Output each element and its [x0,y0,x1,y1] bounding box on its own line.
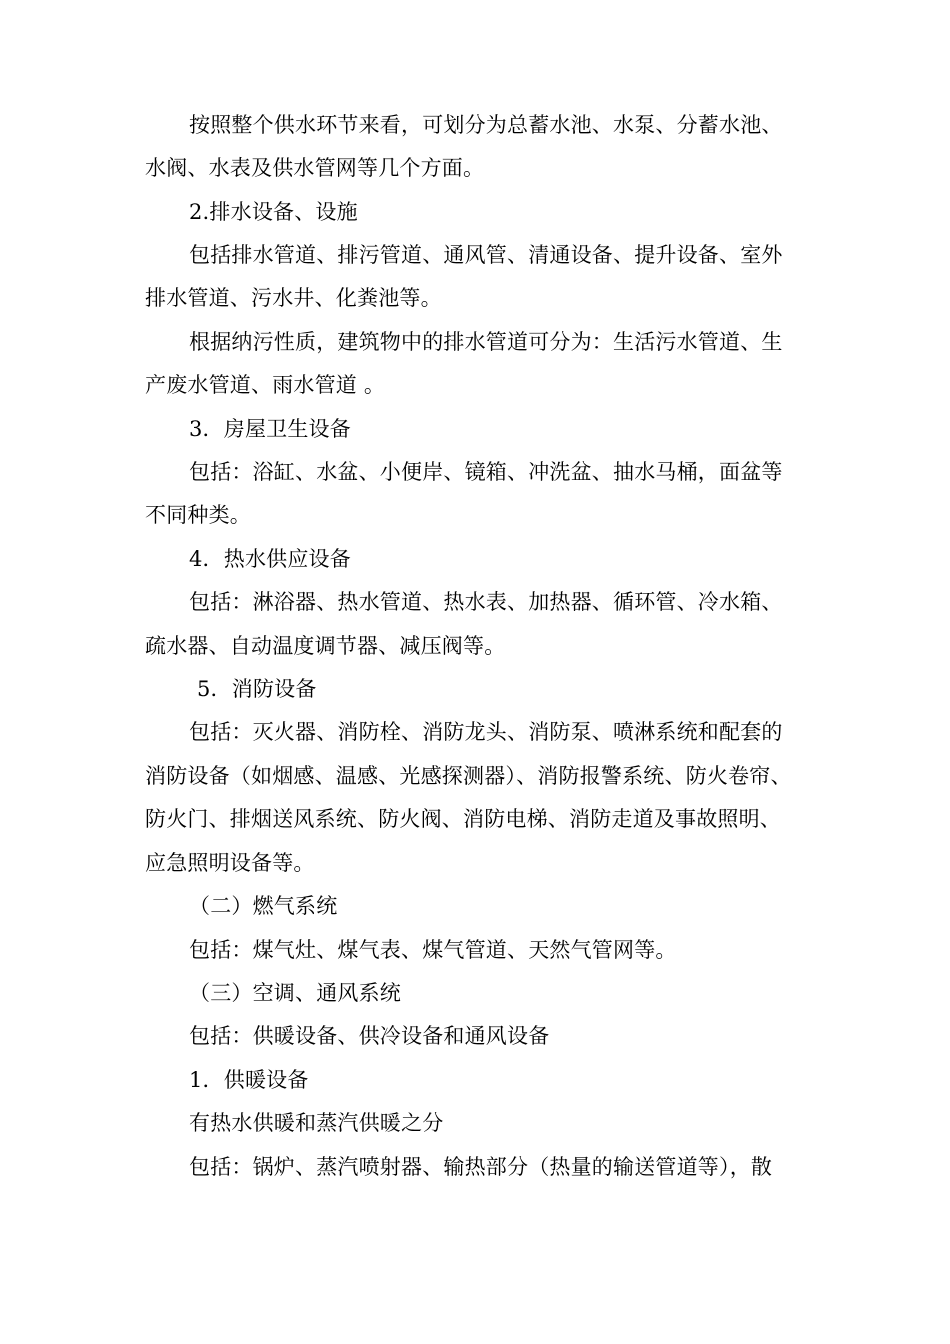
text-line: 水阀、水表及供水管网等几个方面。 [145,156,485,180]
text-line: 排水管道、污水井、化粪池等。 [145,286,442,310]
text-line: 消防设备（如烟感、温感、光感探测器）、消防报警系统、防火卷帘、 [145,764,792,788]
text-line: 按照整个供水环节来看，可划分为总蓄水池、水泵、分蓄水池、 [189,113,783,137]
section-heading: 3．房屋卫生设备 [189,417,351,441]
text-line: 包括：灭火器、消防栓、消防龙头、消防泵、喷淋系统和配套的 [189,720,783,744]
text-line: 包括：浴缸、水盆、小便岸、镜箱、冲洗盆、抽水马桶，面盆等 [189,460,783,484]
text-line: 疏水器、自动温度调节器、减压阀等。 [145,634,506,658]
text-line: 包括：淋浴器、热水管道、热水表、加热器、循环管、冷水箱、 [189,590,783,614]
text-line: 应急照明设备等。 [145,851,315,875]
section-heading: （二）燃气系统 [189,894,338,918]
text-line: 包括：供暖设备、供冷设备和通风设备 [189,1024,550,1048]
section-heading: 1．供暖设备 [189,1068,309,1092]
section-heading: 4．热水供应设备 [189,547,351,571]
text-line: 防火门、排烟送风系统、防火阀、消防电梯、消防走道及事故照明、 [145,807,781,831]
text-line: 包括排水管道、排污管道、通风管、清通设备、提升设备、室外 [189,243,783,267]
section-heading: （三）空调、通风系统 [189,981,401,1005]
text-line: 不同种类。 [145,503,251,527]
text-line: 包括：煤气灶、煤气表、煤气管道、天然气管网等。 [189,938,677,962]
text-line: 根据纳污性质，建筑物中的排水管道可分为：生活污水管道、生 [189,330,783,354]
section-heading: 5．消防设备 [197,677,317,701]
text-line: 产废水管道、雨水管道 。 [145,373,386,397]
text-line: 有热水供暖和蒸汽供暖之分 [189,1111,444,1135]
text-line: 包括：锅炉、蒸汽喷射器、输热部分（热量的输送管道等），散 [189,1155,773,1179]
section-heading: 2.排水设备、设施 [189,200,358,224]
